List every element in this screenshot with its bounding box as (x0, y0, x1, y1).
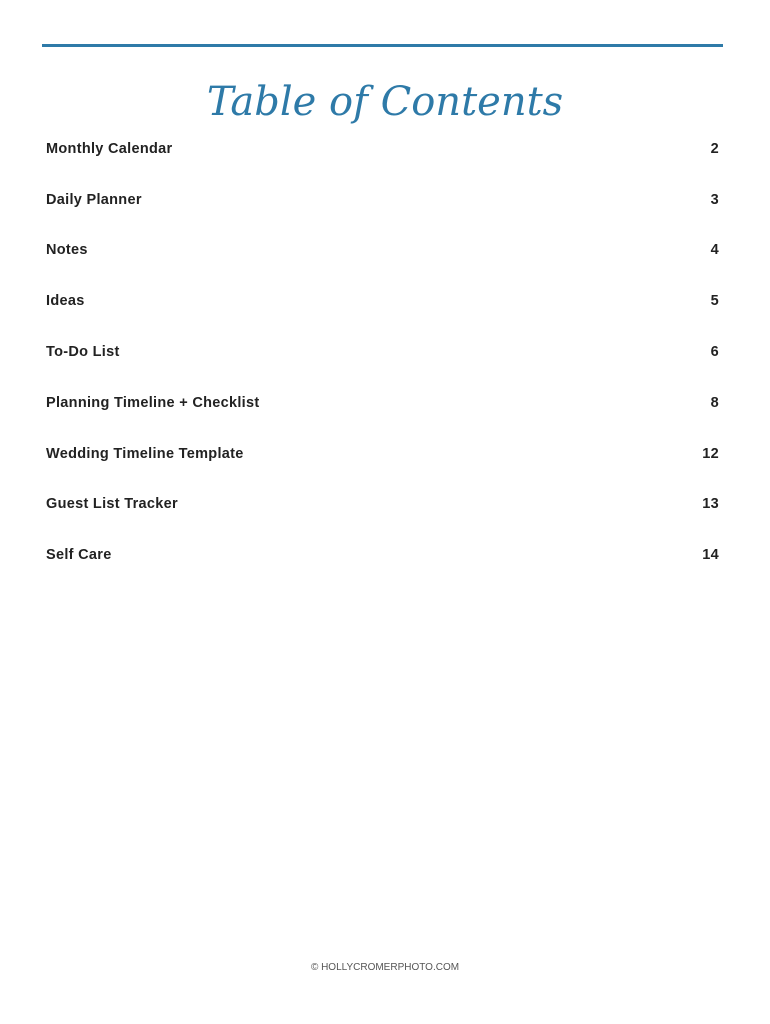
toc-row-label: Planning Timeline + Checklist (46, 395, 260, 411)
toc-row[interactable] (46, 139, 719, 159)
toc-row-page: 14 (702, 547, 719, 563)
toc-row-label: Notes (46, 242, 88, 258)
copyright-footer: © HOLLYCROMERPHOTO.COM (310, 962, 460, 973)
toc-row-page: 12 (702, 446, 719, 462)
toc-row[interactable] (46, 444, 719, 464)
toc-row-page: 3 (710, 192, 719, 208)
top-divider (42, 44, 723, 47)
toc-row-label: To-Do List (46, 344, 120, 360)
page-title-text: Table of Contents (206, 79, 564, 125)
toc-row[interactable] (46, 393, 719, 413)
toc-row-page: 6 (710, 344, 719, 360)
toc-row[interactable] (46, 190, 719, 210)
toc-row[interactable] (46, 240, 719, 260)
toc-row-label: Daily Planner (46, 192, 142, 208)
toc-row-page: 4 (710, 242, 719, 258)
toc-row-page: 5 (710, 293, 719, 309)
toc-row[interactable] (46, 494, 719, 514)
toc-row-label: Wedding Timeline Template (46, 446, 244, 462)
toc-row-page: 2 (710, 141, 719, 157)
toc-row[interactable] (46, 545, 719, 565)
page-title (0, 70, 770, 145)
toc-row-label: Monthly Calendar (46, 141, 173, 157)
toc-row-label: Guest List Tracker (46, 496, 178, 512)
toc-row-label: Self Care (46, 547, 112, 563)
toc-row[interactable] (46, 342, 719, 362)
toc-row-page: 13 (702, 496, 719, 512)
toc-row[interactable] (46, 291, 719, 311)
toc-row-label: Ideas (46, 293, 85, 309)
toc-row-page: 8 (710, 395, 719, 411)
